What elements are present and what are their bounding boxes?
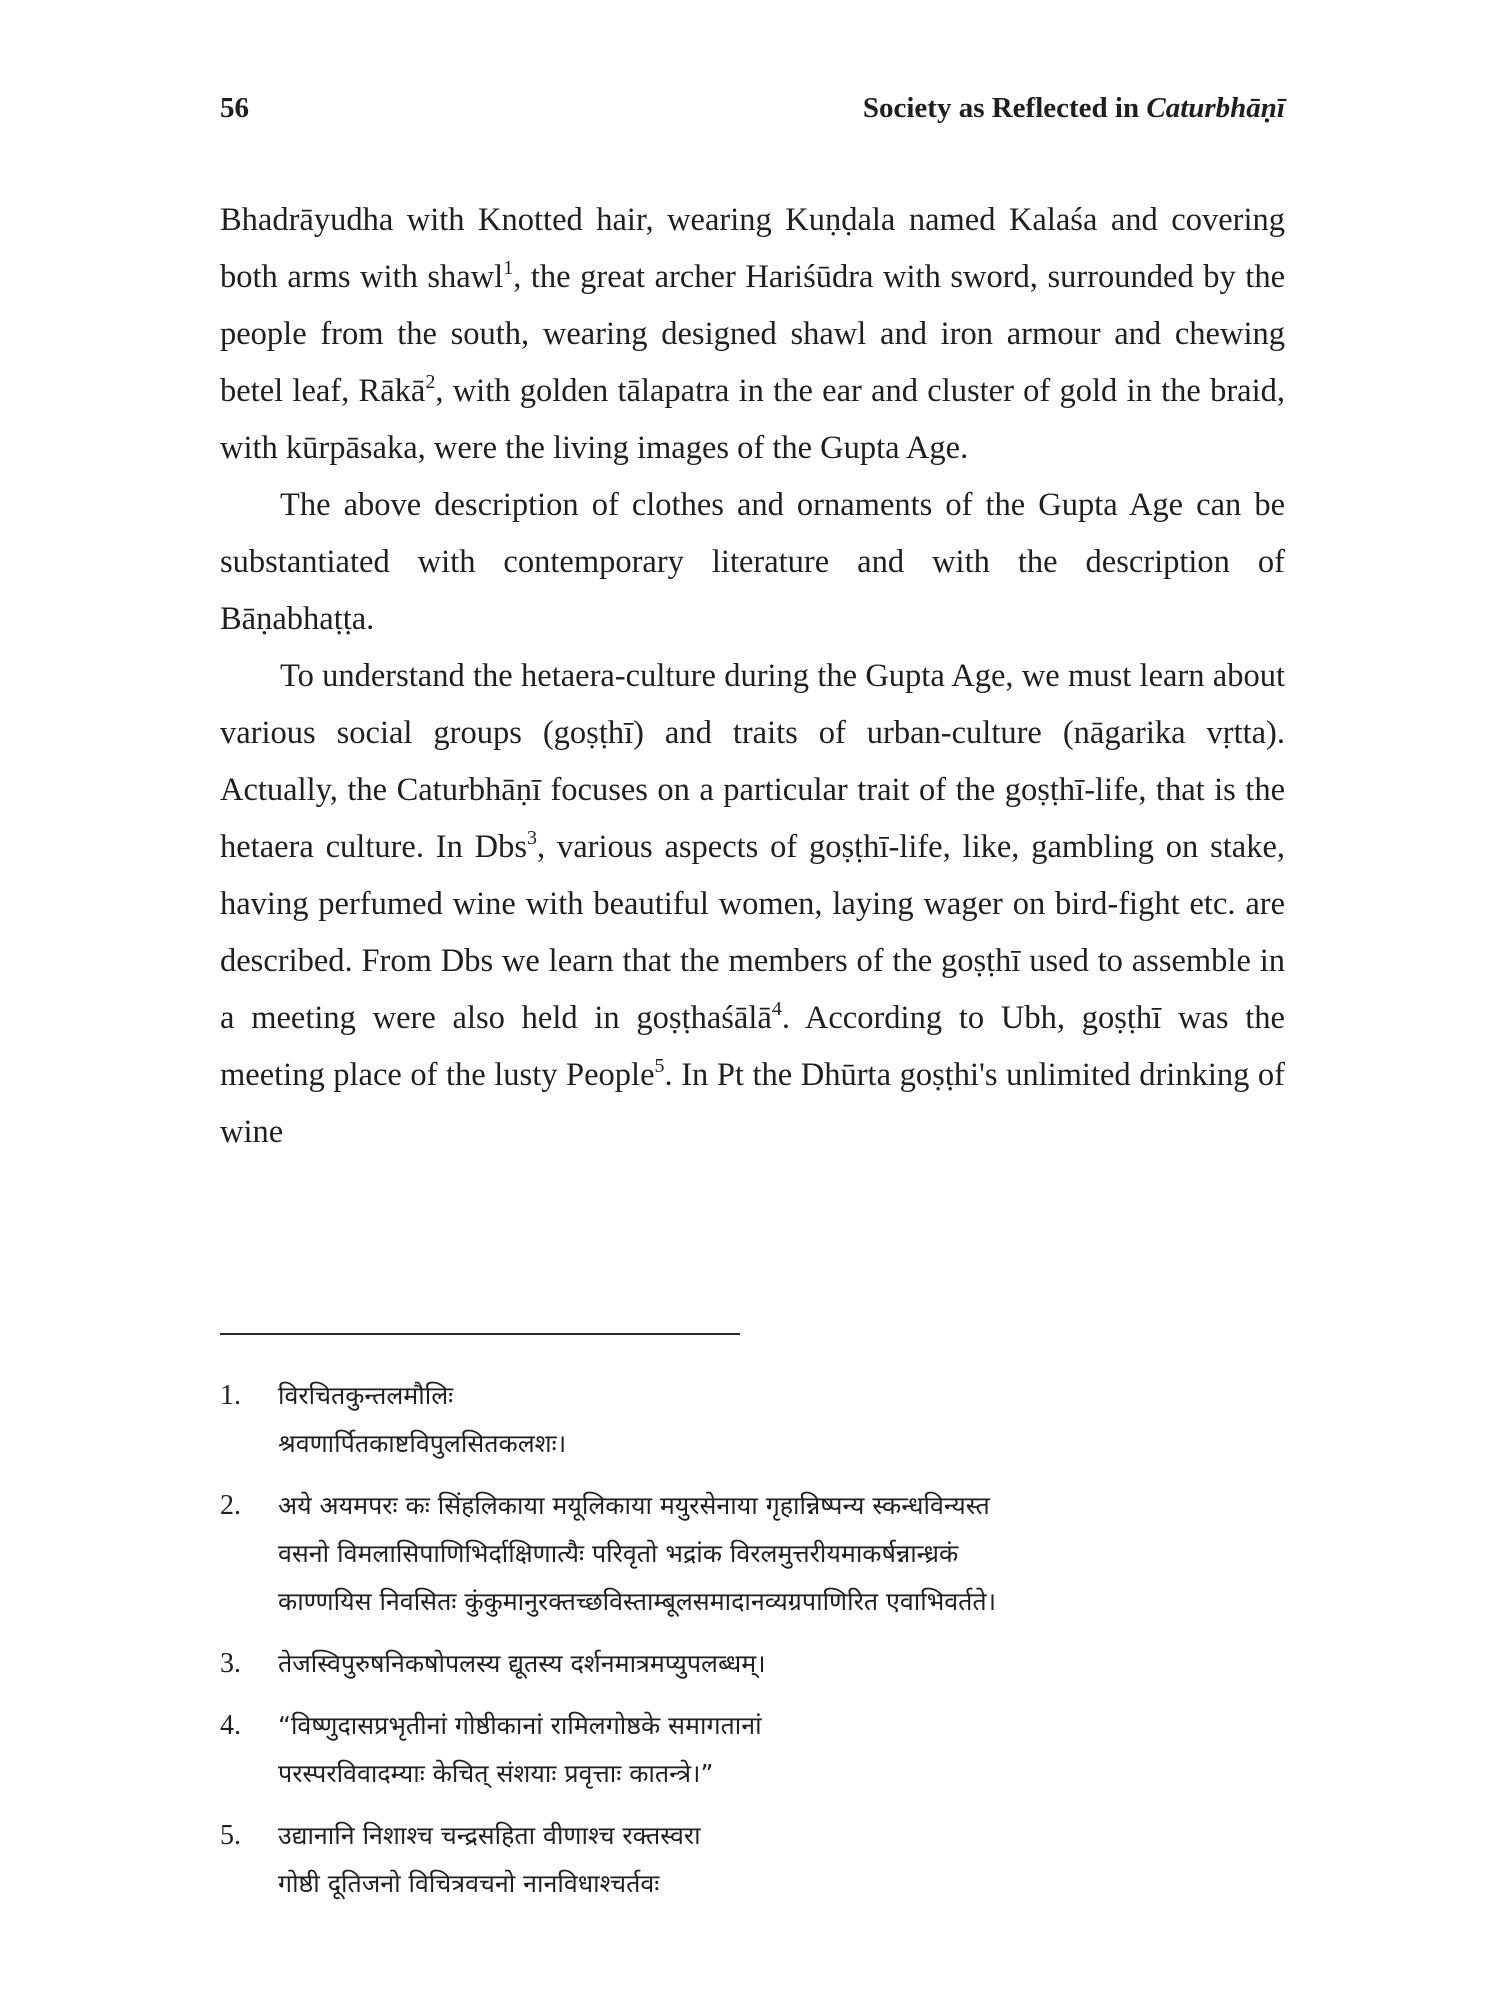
running-head [220,92,1285,132]
footnote-separator [220,1333,740,1335]
paragraph-2: The above description of clothes and ornaments of the Gupta Age can be substantiated with contemporary literature and with the description of Bāṇabhaṭṭa. [220,487,1285,637]
paragraph-1 [220,192,1285,477]
paragraph-3-text-d: . In Pt the Dhūrta goṣṭhi's unlimited drinking of wine [220,1057,1285,1150]
footnote-number: 1. [220,1380,241,1411]
footnote-line: उद्यानानि निशाश्च चन्द्रसहिता वीणाश्च रक्तस्वरा [278,1821,701,1850]
running-title [863,92,1285,125]
footnote-ref-4: 4 [771,998,782,1020]
paragraph-1-text-b: , the great archer Hariśūdra with sword, surrounded by the people from the south, wearing designed shawl and iron armour and chewing betel leaf, Rākā [220,259,1285,409]
footnote-line: वसनो विमलासिपाणिभिर्दाक्षिणात्यैः परिवृतो भद्रांक विरलमुत्तरीयमाकर्षन्नान्ध्रकं [278,1539,959,1568]
footnotes [220,1372,1285,1922]
footnote-line: अये अयमपरः कः सिंहलिकाया मयूलिकाया मयुरसेनाया गृहान्निष्पन्य स्कन्धविन्यस्त [278,1491,990,1520]
footnote-5 [220,1812,1285,1908]
paragraph-1-text-c: , with golden tālapatra in the ear and cluster of gold in the braid, with kūrpāsaka, were the living images of the Gupta Age. [220,373,1286,466]
footnote-line: गोष्ठी दूतिजनो विचित्रवचनो नानविधाश्चर्तवः [278,1869,660,1898]
footnote-3 [220,1640,1285,1688]
running-title-italic: Caturbhāṇī [1146,92,1285,124]
footnote-line: विरचितकुन्तलमौलिः [278,1381,454,1410]
page-number: 56 [220,92,249,124]
footnote-2 [220,1482,1285,1626]
footnote-number: 3. [220,1648,241,1679]
footnote-ref-3: 3 [527,827,538,849]
footnote-number: 2. [220,1490,241,1521]
footnote-ref-5: 5 [654,1055,665,1077]
footnote-number: 5. [220,1820,241,1851]
running-title-prefix: Society as Reflected in [862,92,1147,124]
footnote-1 [220,1372,1285,1468]
footnote-line: परस्परविवादम्याः केचित् संशयाः प्रवृत्ताः कातन्त्रे।” [278,1759,714,1788]
paragraph-3-text-c: . According to Ubh, goṣṭhī was the meeting place of the lusty People [220,1000,1285,1093]
footnote-ref-1: 1 [503,257,514,279]
body-text [220,192,1285,1161]
footnote-4 [220,1702,1285,1798]
paragraph-3 [220,648,1285,1161]
footnote-ref-2: 2 [425,371,436,393]
footnote-line: काण्णयिस निवसितः कुंकुमानुरक्तच्छविस्ताम्बूलसमादानव्यग्रपाणिरित एवाभिवर्तते। [278,1587,997,1616]
footnote-line: “विष्णुदासप्रभृतीनां गोष्ठीकानां रामिलगोष्ठके समागतानां [278,1711,762,1740]
paragraph-3-text-a: To understand the hetaera-culture during the Gupta Age, we must learn about various social groups (goṣṭhī) and traits of urban-culture (nāgarika vṛtta). Actually, the Caturbhāṇī focuses on a particular trait of the goṣṭhī-life, that is the hetaera culture. In Dbs [220,658,1285,865]
footnote-line: तेजस्विपुरुषनिकषोपलस्य द्यूतस्य दर्शनमात्रमप्युपलब्धम्। [278,1649,766,1678]
footnote-line: श्रवणार्पितकाष्टविपुलसितकलशः। [278,1429,567,1458]
paragraph-3-text-b: , various aspects of goṣṭhī-life, like, gambling on stake, having perfumed wine with beautiful women, laying wager on bird-fight etc. are described. From Dbs we learn that the members of the goṣṭhī used to assemble in a meeting were also held in goṣṭhaśālā [220,829,1285,1036]
paragraph-1-text-a: Bhadrāyudha with Knotted hair, wearing Kuṇḍala named Kalaśa and covering both arms with shawl [220,202,1285,295]
footnote-number: 4. [220,1710,241,1741]
